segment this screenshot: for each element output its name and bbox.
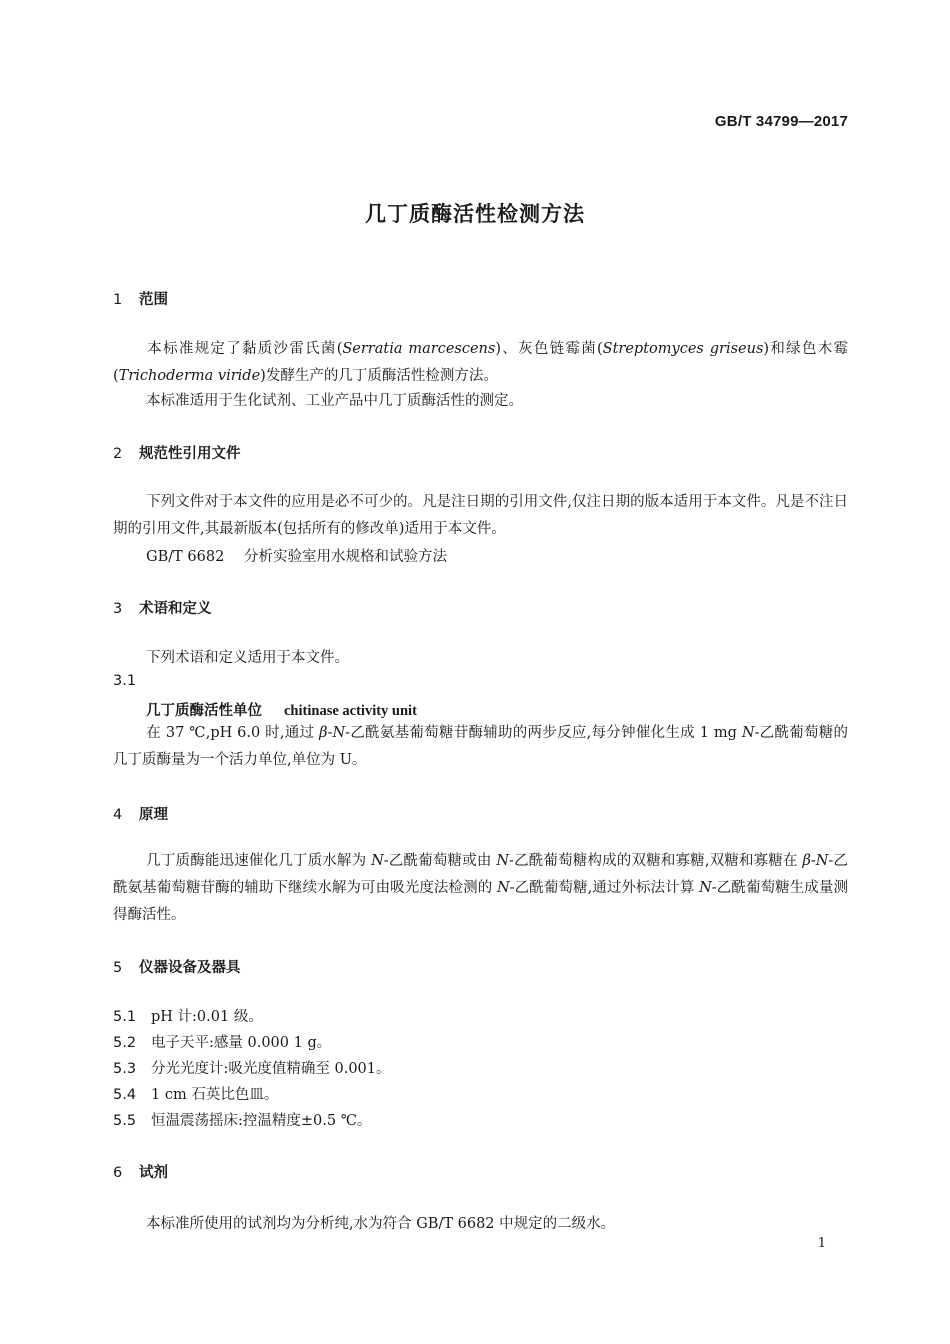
section-1-heading: 1 范围 [113,292,168,308]
section-6-heading: 6 试剂 [113,1165,168,1181]
page-number: 1 [817,1236,826,1251]
equipment-item: 5.4 1 cm 石英比色皿。 [113,1087,279,1103]
document-title: 几丁质酶活性检测方法 [365,202,585,226]
term-definition: 在 37 ℃,pH 6.0 时,通过 β-N-乙酰氨基葡萄糖苷酶辅助的两步反应,每分钟催化生成 1 mg N-乙酰葡萄糖的几丁质酶量为一个活力单位,单位为 U。 [113,725,849,768]
section-4-paragraph-1: 几丁质酶能迅速催化几丁质水解为 N-乙酰葡萄糖或由 N-乙酰葡萄糖构成的双糖和寡糖,双糖和寡糖在 β-N-乙酰氨基葡萄糖苷酶的辅助下继续水解为可由吸光度法检测的 N-乙酰葡萄糖,通过外标法计算 N-乙酰葡萄糖生成量测得酶活性。 [113,853,849,923]
section-1-paragraph-1: 本标准规定了黏质沙雷氏菌(Serratia marcescens)、灰色链霉菌(Streptomyces griseus)和绿色木霉(Trichoderma viride)发酵生产的几丁质酶活性检测方法。 [113,341,848,384]
section-3-paragraph-1: 下列术语和定义适用于本文件。 [146,650,349,666]
section-2-heading: 2 规范性引用文件 [113,446,241,462]
equipment-item: 5.1 pH 计:0.01 级。 [113,1009,263,1025]
equipment-item: 5.5 恒温震荡摇床:控温精度±0.5 ℃。 [113,1113,372,1129]
standard-code: GB/T 34799—2017 [714,113,848,130]
term-heading: 几丁质酶活性单位 chitinase activity unit [146,703,417,719]
section-6-paragraph-1: 本标准所使用的试剂均为分析纯,水为符合 GB/T 6682 中规定的二级水。 [146,1216,616,1232]
section-2-paragraph-1: 下列文件对于本文件的应用是必不可少的。凡是注日期的引用文件,仅注日期的版本适用于本文件。凡是不注日期的引用文件,其最新版本(包括所有的修改单)适用于本文件。 [113,494,848,537]
equipment-item: 5.3 分光光度计:吸光度值精确至 0.001。 [113,1061,391,1077]
term-number: 3.1 [113,673,137,689]
section-4-heading: 4 原理 [113,807,168,823]
section-3-heading: 3 术语和定义 [113,601,212,617]
equipment-item: 5.2 电子天平:感量 0.000 1 g。 [113,1035,332,1051]
normative-reference: GB/T 6682 分析实验室用水规格和试验方法 [146,549,447,565]
section-1-paragraph-2: 本标准适用于生化试剂、工业产品中几丁质酶活性的测定。 [146,393,523,409]
section-5-heading: 5 仪器设备及器具 [113,960,241,976]
